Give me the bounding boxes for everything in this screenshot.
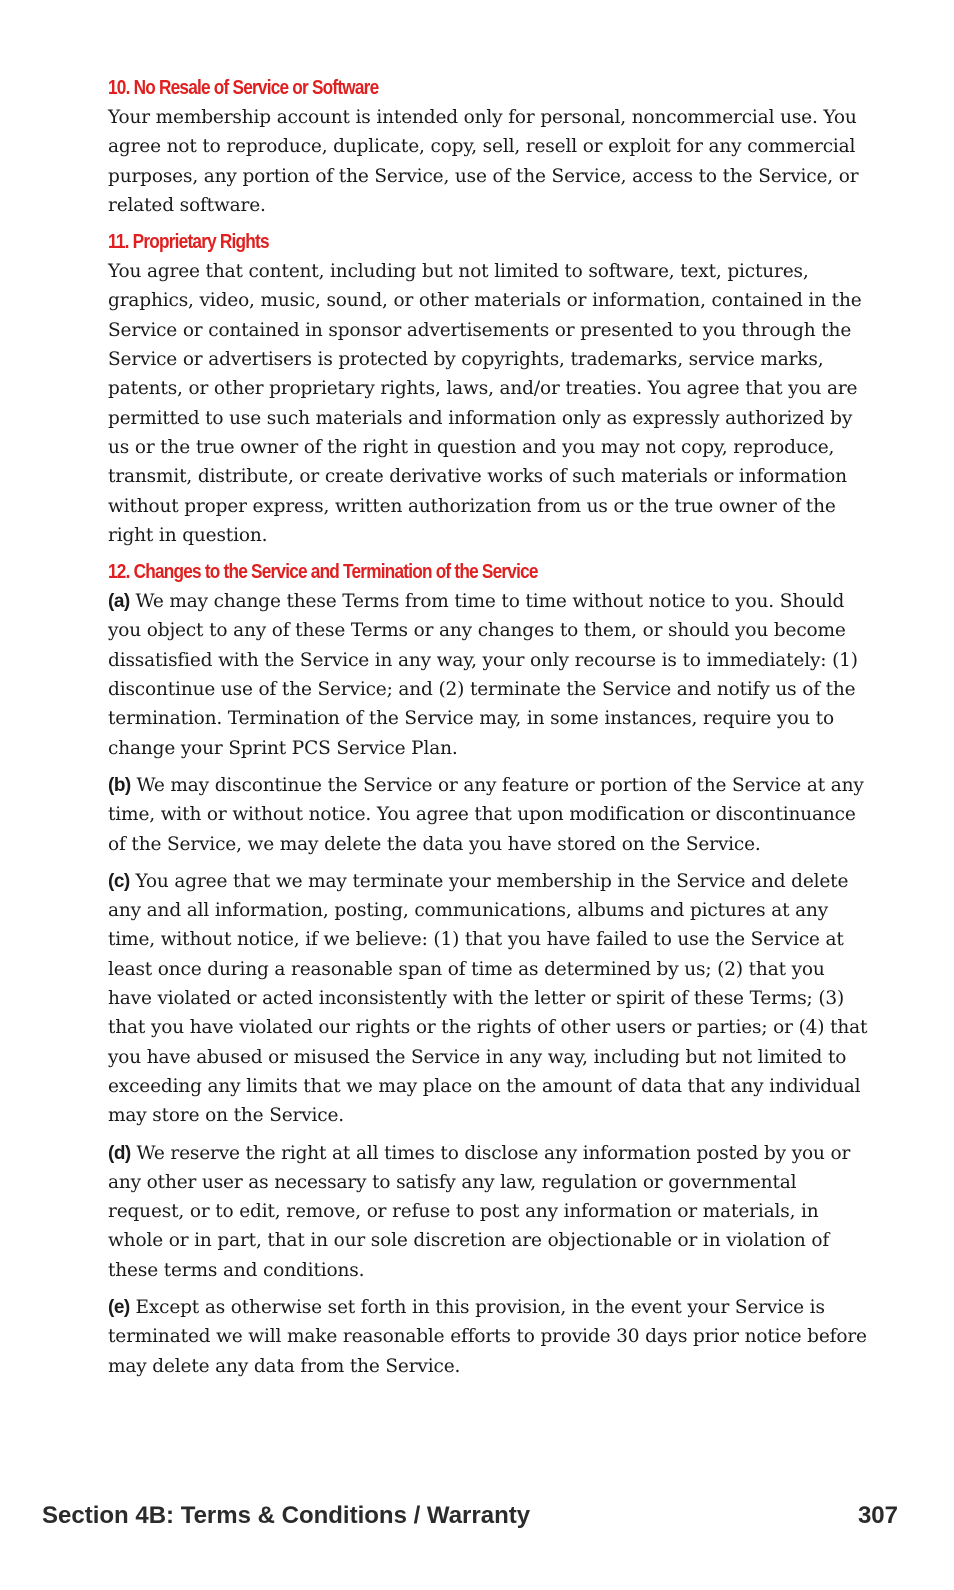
page-footer — [42, 1502, 898, 1530]
clause-b-text: We may discontinue the Service or any feature or portion of the Service at any time, with or without notice. You agree that upon modification or discontinuance of the Service, we may delete the data you have stored on the Service. — [108, 774, 864, 855]
clause-b — [108, 771, 868, 859]
clause-d — [108, 1139, 868, 1285]
document-body — [108, 74, 868, 1381]
clause-c-text: You agree that we may terminate your membership in the Service and delete any and all information, posting, communications, albums and pictures at any time, without notice, if we believe: (1) that you have failed to use the Service at least once during a reasonable span of time as determined by us; (2) that you have violated or acted inconsistently with the letter or spirit of these Terms; (3) that you have violated our rights or the rights of other users or parties; or (4) that you have abused or misused the Service in any way, including but not limited to exceeding any limits that we may place on the amount of data that any individual may store on the Service. — [108, 870, 868, 1127]
clause-e — [108, 1293, 868, 1381]
footer-section-title: Section 4B: Terms & Conditions / Warranty — [42, 1502, 531, 1529]
clause-c — [108, 867, 868, 1131]
clause-e-text: Except as otherwise set forth in this provision, in the event your Service is terminated we will make reasonable efforts to provide 30 days prior notice before may delete any data from the Service. — [108, 1296, 867, 1377]
section-12-heading: 12. Changes to the Service and Termination of the Service — [108, 561, 538, 584]
clause-d-label: (d) — [108, 1142, 131, 1164]
clause-a-label: (a) — [108, 591, 130, 613]
clause-d-text: We reserve the right at all times to disclose any information posted by you or any other user as necessary to satisfy any law, regulation or governmental request, or to edit, remove, or refuse to post any information or materials, in whole or in part, that in our sole discretion are objectionable or in violation of these terms and conditions. — [108, 1142, 851, 1281]
page-number: 307 — [857, 1502, 898, 1529]
clause-b-label: (b) — [108, 774, 131, 796]
section-11-heading: 11. Proprietary Rights — [108, 231, 269, 254]
clause-a — [108, 587, 868, 763]
section-10-heading: 10. No Resale of Service or Software — [108, 77, 379, 99]
clause-c-label: (c) — [108, 870, 130, 892]
section-11-body: You agree that content, including but not limited to software, text, pictures, graphics, video, music, sound, or other materials or information, contained in the Service or contained in sponsor advertisements or presented to you through the Service or advertisers is protected by copyrights, trademarks, service marks, patents, or other proprietary rights, laws, and/or treaties. You agree that you are permitted to use such materials and information only as expressly authorized by us or the true owner of the right in question and you may not copy, reproduce, transmit, distribute, or create derivative works of such materials or information without proper express, written authorization from us or the true owner of the right in question. — [108, 261, 862, 546]
clause-a-text: We may change these Terms from time to time without notice to you. Should you object to any of these Terms or any changes to them, or should you become dissatisfied with the Service in any way, your only recourse is to immediately: (1) discontinue use of the Service; and (2) terminate the Service and notify us of the termination. Termination of the Service may, in some instances, require you to change your Sprint PCS Service Plan. — [108, 591, 858, 759]
clause-e-label: (e) — [108, 1296, 130, 1318]
section-10-body: Your membership account is intended only for personal, noncommercial use. You agree not to reproduce, duplicate, copy, sell, resell or exploit for any commercial purposes, any portion of the Service, use of the Service, access to the Service, or related software. — [108, 107, 859, 216]
